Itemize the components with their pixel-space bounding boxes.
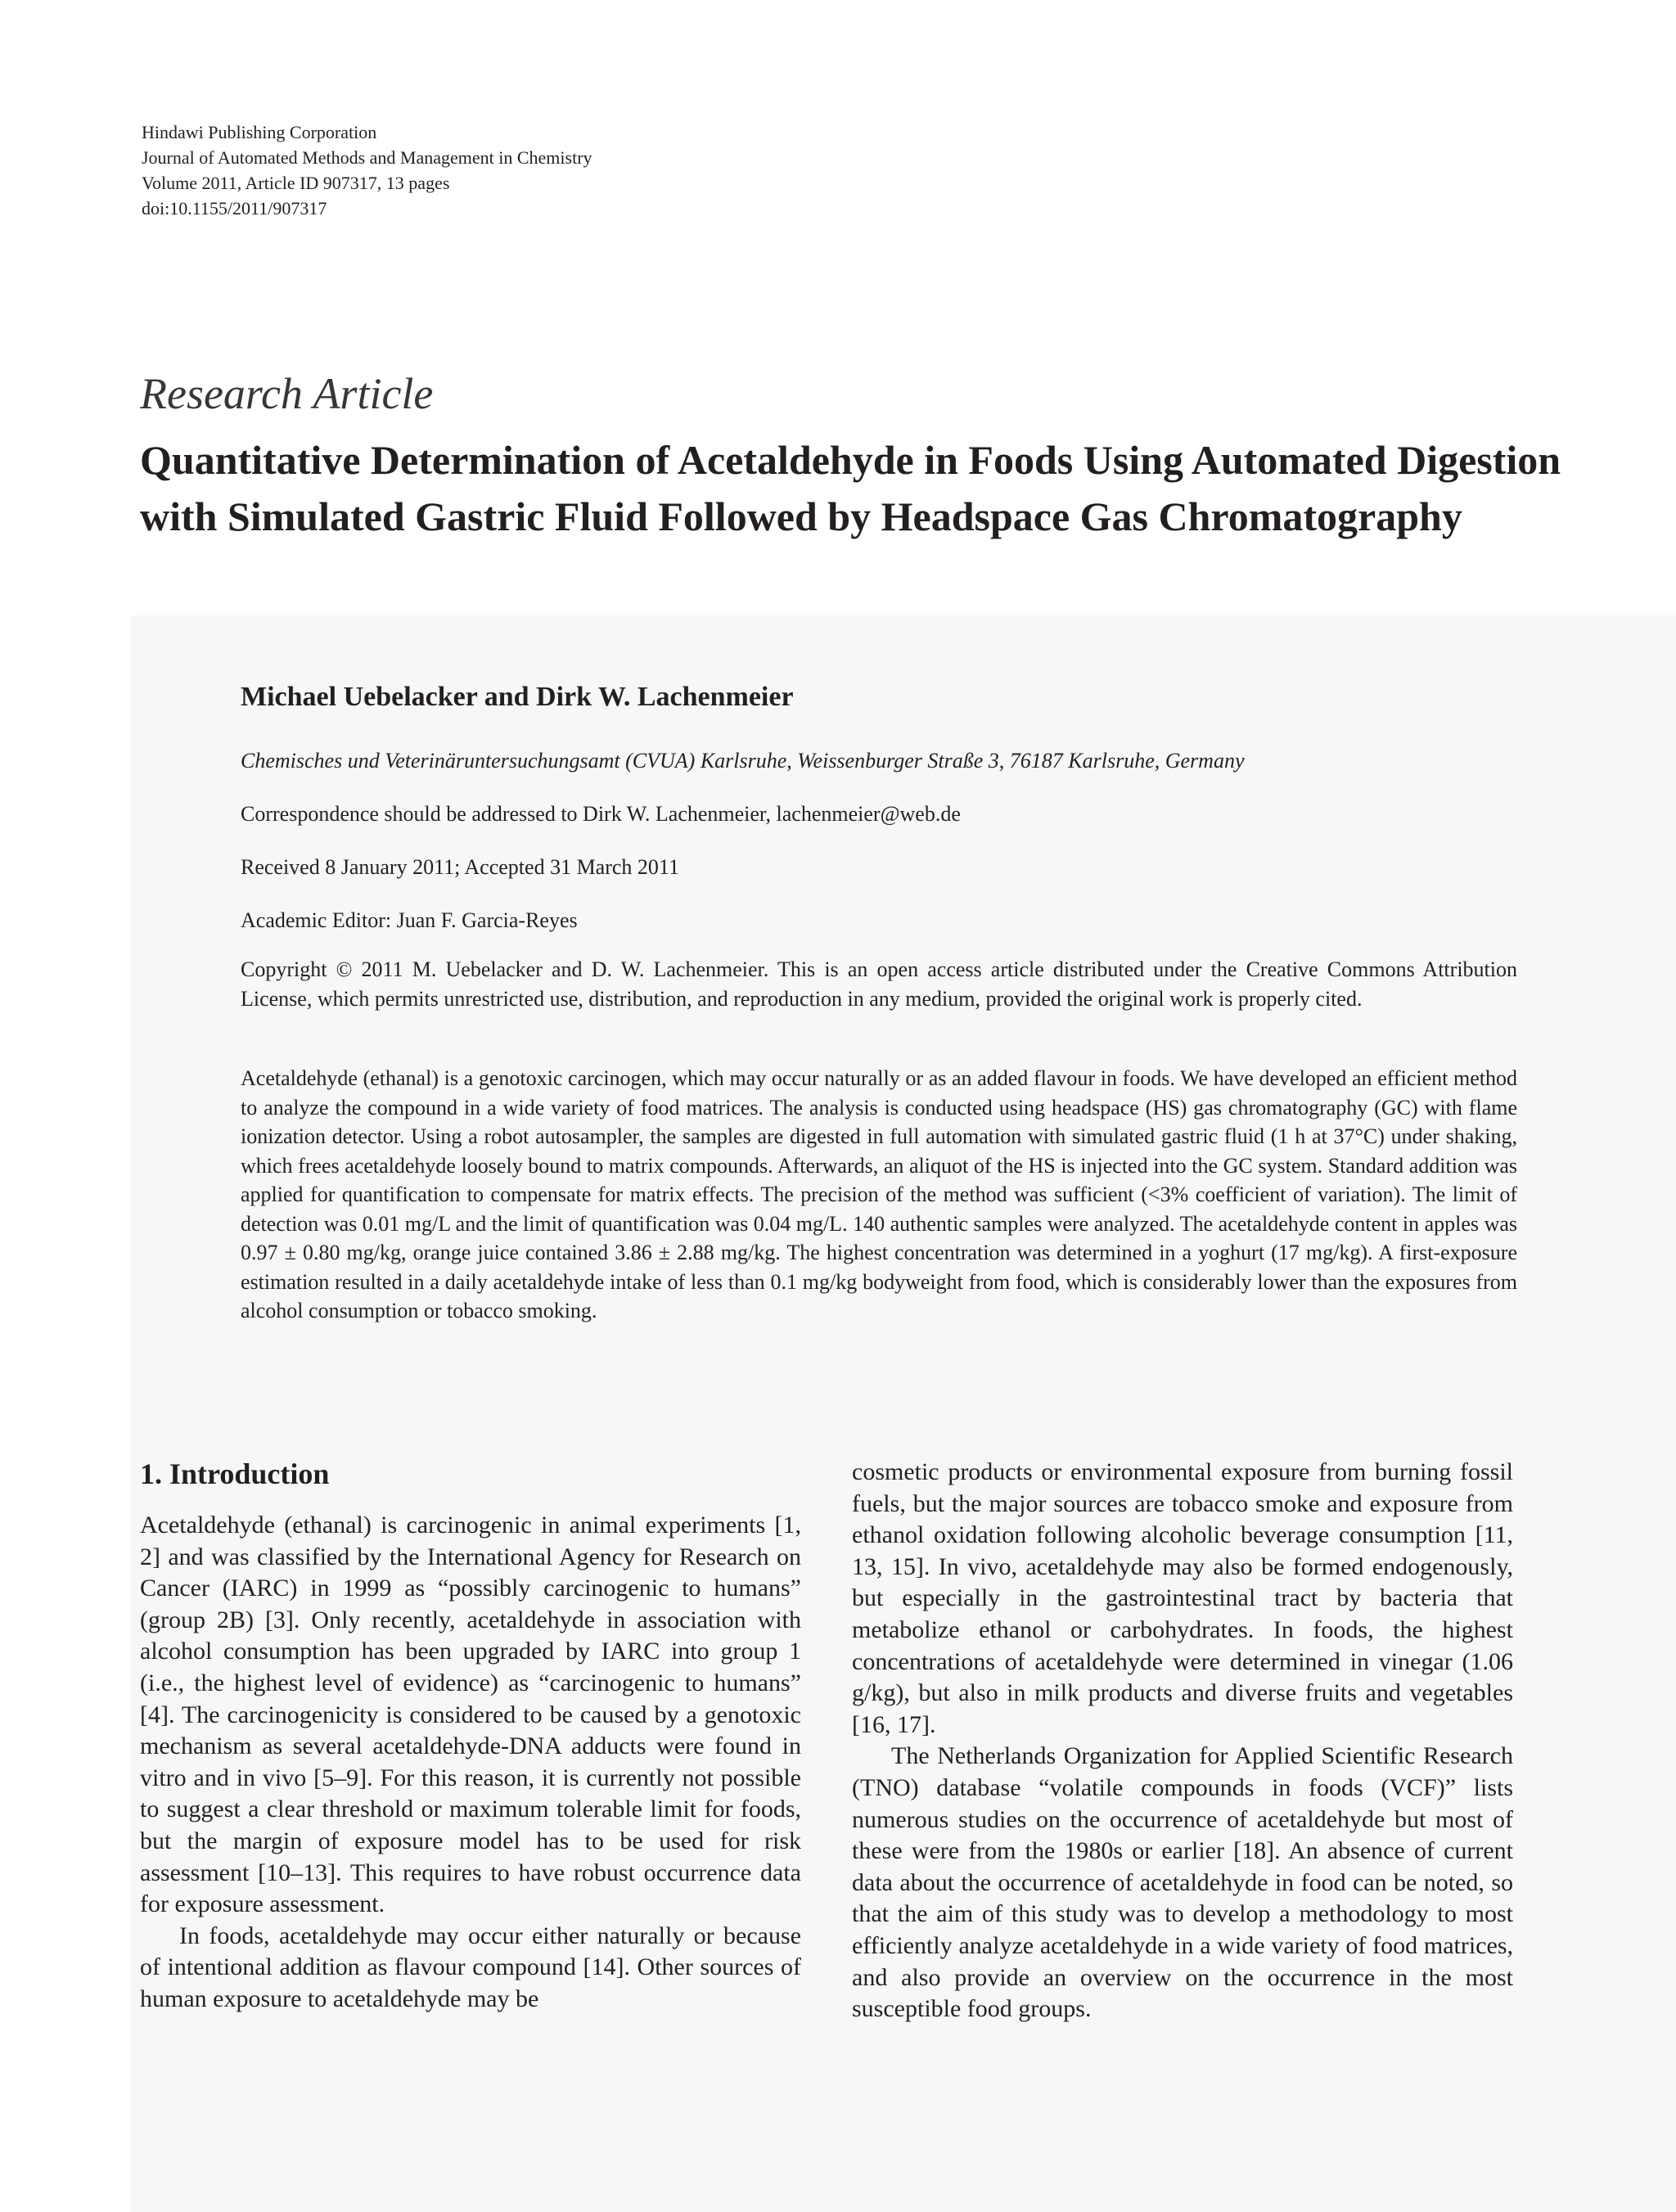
abstract: Acetaldehyde (ethanal) is a genotoxic carcinogen, which may occur naturally or as an added flavour in foods. We have developed an efficient method to analyze the compound in a wide variety of food matrices. The analysis is conducted using headspace (HS) gas chromatography (GC) with flame ionization detector. Using a robot autosampler, the samples are digested in full automation with simulated gastric fluid (1 h at 37°C) under shaking, which frees acetaldehyde loosely bound to matrix compounds. Afterwards, an aliquot of the HS is injected into the GC system. Standard addition was applied for quantification to compensate for matrix effects. The precision of the method was sufficient (<3% coefficient of variation). The limit of detection was 0.01 mg/L and the limit of quantification was 0.04 mg/L. 140 authentic samples were analyzed. The acetaldehyde content in apples was 0.97 ± 0.80 mg/kg, orange juice contained 3.86 ± 2.88 mg/kg. The highest concentration was determined in a yoghurt (17 mg/kg). A first-exposure estimation resulted in a daily acetaldehyde intake of less than 0.1 mg/kg bodyweight from food, which is considerably lower than the exposures from alcohol consumption or tobacco smoking. — [241, 1066, 1517, 1322]
journal-name-line: Journal of Automated Methods and Management in Chemistry — [142, 147, 592, 168]
section-heading-introduction: 1. Introduction — [140, 1457, 330, 1490]
publisher-line: Hindawi Publishing Corporation — [142, 122, 377, 142]
journal-header — [142, 119, 592, 221]
intro-paragraph-4: The Netherlands Organization for Applied Scientific Research (TNO) database “volatile compounds in foods (VCF)” lists numerous studies on the occurrence of acetaldehyde but most of these were from the 1980s or earlier [18]. An absence of current data about the occurrence of acetaldehyde in food can be noted, so that the aim of this study was to develop a methodology to most efficiently analyze acetaldehyde in a wide variety of food matrices, and also provide an overview on the occurrence in the most susceptible food groups. — [852, 1742, 1513, 2023]
affiliation: Chemisches und Veterinäruntersuchungsamt (CVUA) Karlsruhe, Weissenburger Straße 3, 76187 Karlsruhe, Germany — [241, 749, 1245, 773]
intro-paragraph-3: cosmetic products or environmental exposure from burning fossil fuels, but the major sources are tobacco smoke and exposure from ethanol oxidation following alcoholic beverage consumption [11, 13, 15]. In vivo, acetaldehyde may also be formed endogenously, but especially in the gastrointestinal tract by bacteria that metabolize ethanol or carbohydrates. In foods, the highest concentrations of acetaldehyde were determined in vinegar (1.06 g/kg), but also in milk products and diverse fruits and vegetables [16, 17]. — [852, 1458, 1513, 1738]
copyright-notice: Copyright © 2011 M. Uebelacker and D. W. Lachenmeier. This is an open access article distributed under the Creative Commons Attribution License, which permits unrestricted use, distribution, and reproduction in any medium, provided the original work is properly cited. — [241, 957, 1517, 1011]
right-column — [852, 1457, 1513, 2025]
academic-editor: Academic Editor: Juan F. Garcia-Reyes — [241, 908, 578, 932]
intro-paragraph-1: Acetaldehyde (ethanal) is carcinogenic in animal experiments [1, 2] and was classified by the International Agency for Research on Cancer (IARC) in 1999 as “possibly carcinogenic to humans” (group 2B) [3]. Only recently, acetaldehyde in association with alcohol consumption has been upgraded by IARC into group 1 (i.e., the highest level of evidence) as “carcinogenic to humans” [4]. The carcinogenicity is considered to be caused by a genotoxic mechanism as several acetaldehyde-DNA adducts were found in vitro and in vivo [5–9]. For this reason, it is currently not possible to suggest a clear threshold or maximum tolerable limit for foods, but the margin of exposure model has to be used for risk assessment [10–13]. This requires to have robust occurrence data for exposure assessment. — [140, 1511, 801, 1918]
left-column — [140, 1510, 801, 2016]
intro-paragraph-2: In foods, acetaldehyde may occur either naturally or because of intentional addition as flavour compound [14]. Other sources of human exposure to acetaldehyde may be — [140, 1921, 801, 2012]
authors: Michael Uebelacker and Dirk W. Lachenmeier — [241, 682, 794, 712]
article-type: Research Article — [140, 369, 434, 418]
doi-line: doi:10.1155/2011/907317 — [142, 198, 327, 218]
volume-line: Volume 2011, Article ID 907317, 13 pages — [142, 173, 450, 193]
correspondence: Correspondence should be addressed to Dirk W. Lachenmeier, lachenmeier@web.de — [241, 802, 961, 826]
received-dates: Received 8 January 2011; Accepted 31 March 2011 — [241, 855, 679, 879]
paper-title: Quantitative Determination of Acetaldehyde in Foods Using Automated Digestion with Simulated Gastric Fluid Followed by Headspace Gas Chromatography — [140, 437, 1561, 539]
